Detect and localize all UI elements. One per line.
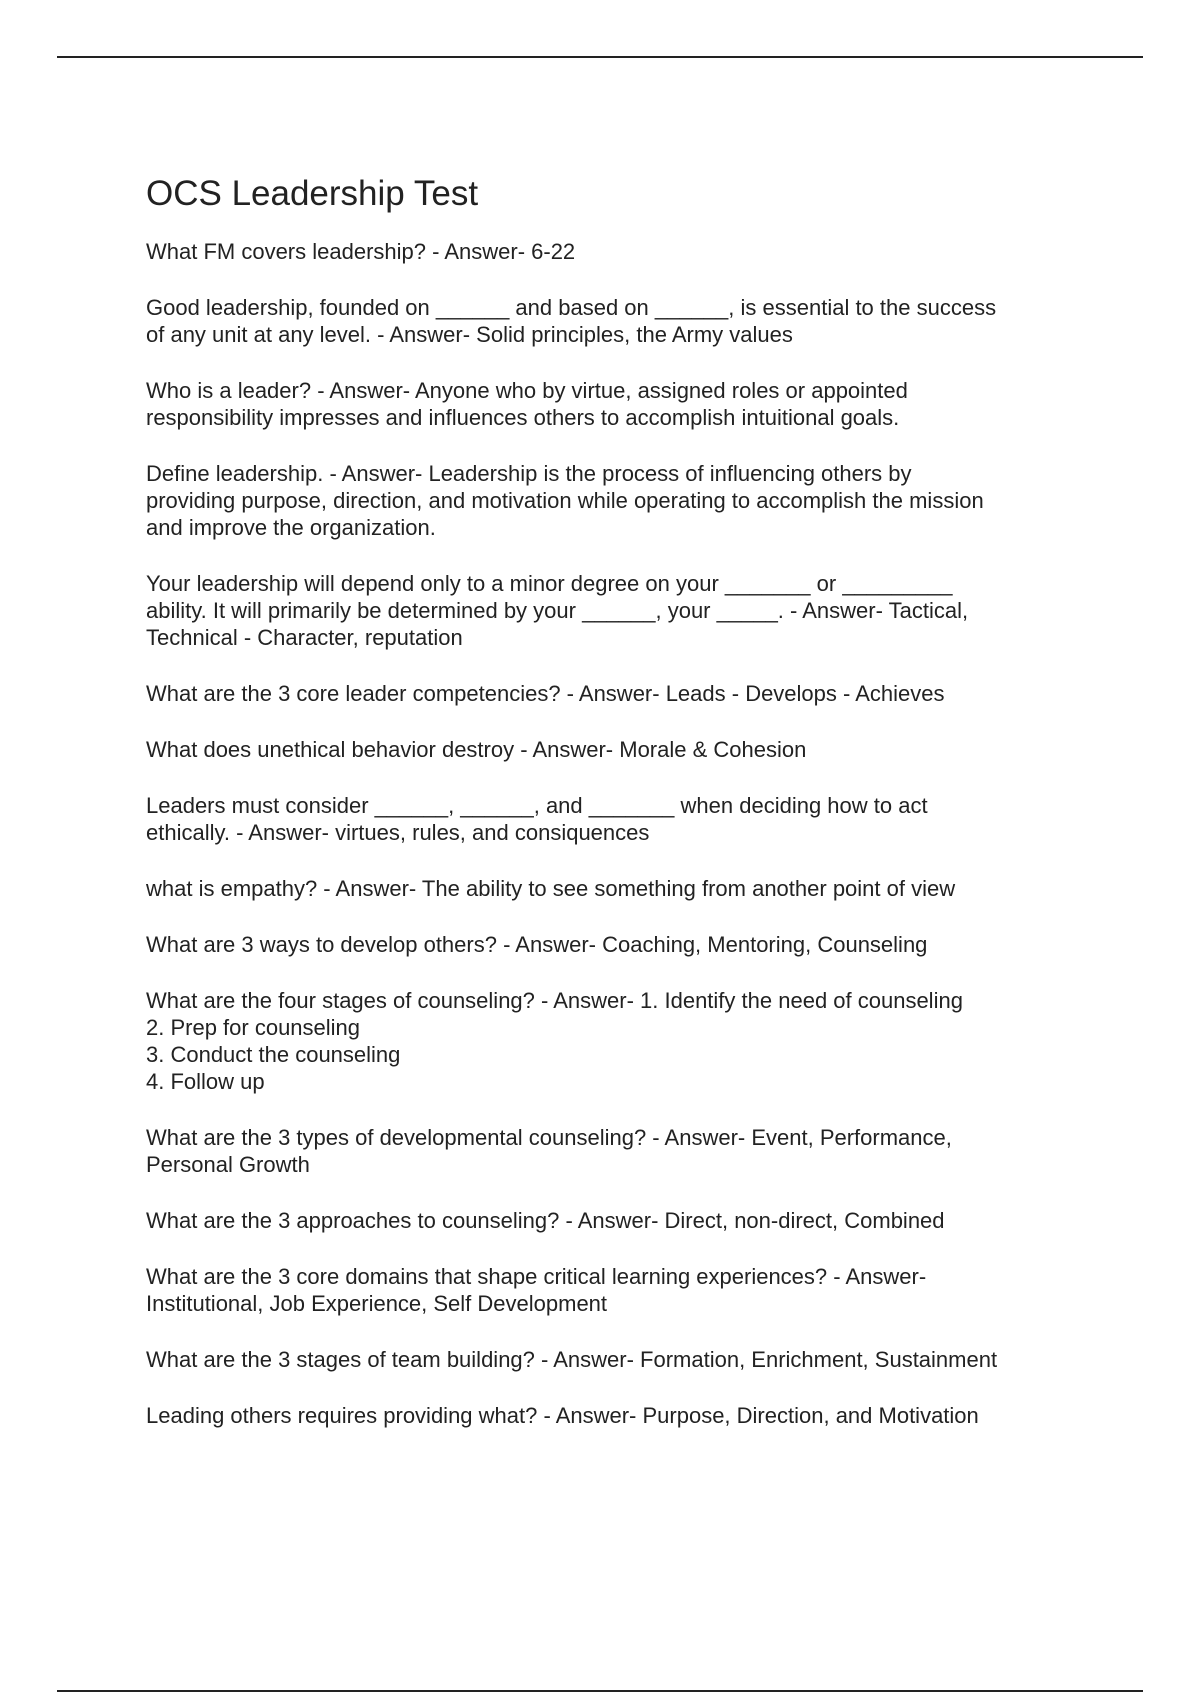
qa-item: Leading others requires providing what? - Answer- Purpose, Direction, and Motivation — [146, 1403, 979, 1428]
qa-item: Your leadership will depend only to a minor degree on your _______ or _________ ability. It will primarily be determined by your ______, your _____. - Answer- Tactical, Technical - Character, reputation — [146, 571, 969, 650]
document-title: OCS Leadership Test — [146, 174, 479, 213]
qa-item: What are 3 ways to develop others? - Answer- Coaching, Mentoring, Counseling — [146, 932, 928, 957]
qa-item: Define leadership. - Answer- Leadership is the process of influencing others by providing purpose, direction, and motivation while operating to accomplish the mission and improve the organization. — [146, 461, 984, 540]
qa-item: What FM covers leadership? - Answer- 6-22 — [146, 239, 576, 264]
qa-item: What are the 3 core leader competencies? - Answer- Leads - Develops - Achieves — [146, 681, 945, 706]
bottom-rule — [57, 1690, 1143, 1692]
document-body — [146, 168, 1096, 1458]
qa-item: what is empathy? - Answer- The ability to see something from another point of view — [146, 876, 956, 901]
qa-item: What are the four stages of counseling? - Answer- 1. Identify the need of counseling 2. Prep for counseling 3. Conduct the counseling 4. Follow up — [146, 988, 963, 1094]
qa-item: Who is a leader? - Answer- Anyone who by virtue, assigned roles or appointed responsibility impresses and influences others to accomplish intuitional goals. — [146, 378, 908, 430]
qa-item: Good leadership, founded on ______ and based on ______, is essential to the success of any unit at any level. - Answer- Solid principles, the Army values — [146, 295, 997, 347]
qa-list — [146, 238, 1096, 1429]
qa-item: What does unethical behavior destroy - Answer- Morale & Cohesion — [146, 737, 807, 762]
qa-item: What are the 3 core domains that shape critical learning experiences? - Answer- Institutional, Job Experience, Self Development — [146, 1264, 927, 1316]
qa-item: What are the 3 stages of team building? - Answer- Formation, Enrichment, Sustainment — [146, 1347, 998, 1372]
top-rule — [57, 56, 1143, 58]
qa-item: Leaders must consider ______, ______, and _______ when deciding how to act ethically. - Answer- virtues, rules, and consiquences — [146, 793, 928, 845]
qa-item: What are the 3 approaches to counseling? - Answer- Direct, non-direct, Combined — [146, 1208, 945, 1233]
qa-item: What are the 3 types of developmental counseling? - Answer- Event, Performance, Personal Growth — [146, 1125, 952, 1177]
